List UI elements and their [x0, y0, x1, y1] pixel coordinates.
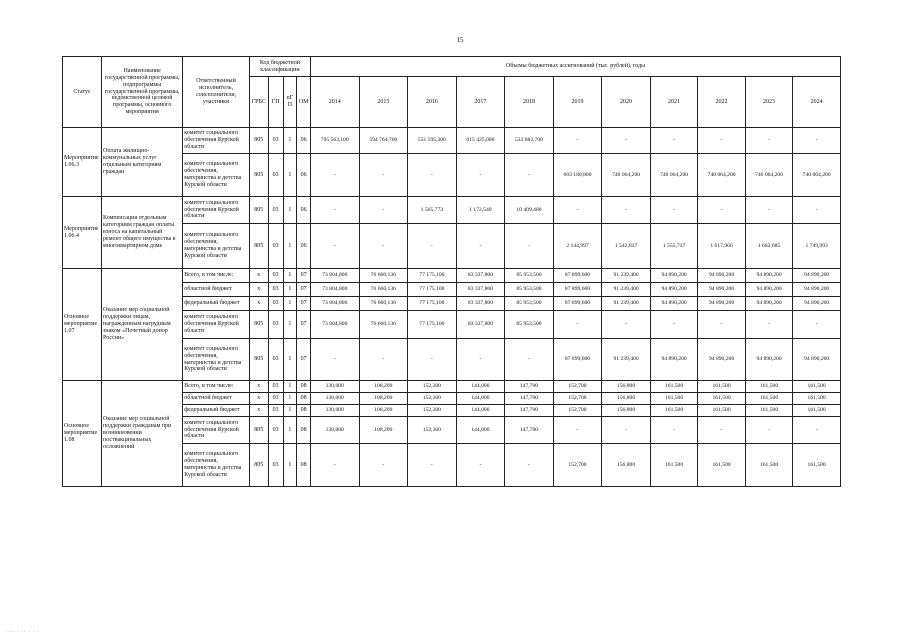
om-code-cell: 06: [297, 128, 311, 154]
budget-value-cell: 10 409,480: [505, 197, 554, 224]
responsible-cell: комитет социального обеспечения, материнства и детства Курской области: [183, 154, 249, 197]
budget-value-cell: -: [698, 311, 745, 339]
responsible-cell: комитет социального обеспечения Курской области: [183, 197, 249, 224]
budget-value-cell: 94 890,200: [698, 269, 745, 283]
budget-value-cell: 83 337,800: [456, 283, 505, 297]
pgp-code-cell: 1: [283, 197, 297, 224]
budget-value-cell: 161,500: [650, 405, 697, 417]
budget-value-cell: 108,200: [359, 393, 408, 405]
header-year: 2017: [456, 77, 505, 128]
header-gp: ГП: [268, 77, 283, 128]
pgp-code-cell: 1: [283, 311, 297, 339]
budget-value-cell: -: [793, 417, 841, 444]
budget-value-cell: 94 890,200: [745, 297, 792, 311]
om-code-cell: 08: [297, 444, 311, 487]
budget-value-cell: 161,500: [650, 393, 697, 405]
budget-value-cell: 152,300: [408, 405, 457, 417]
budget-value-cell: -: [745, 197, 792, 224]
budget-value-cell: 161,500: [793, 405, 841, 417]
budget-value-cell: -: [745, 128, 792, 154]
budget-value-cell: 156,800: [602, 444, 651, 487]
budget-value-cell: 91 239,400: [602, 339, 651, 381]
page-number: 15: [456, 36, 464, 44]
budget-value-cell: -: [505, 339, 554, 381]
budget-value-cell: 91 239,400: [602, 283, 651, 297]
header-year: 2020: [602, 77, 651, 128]
budget-value-cell: 130,000: [311, 405, 360, 417]
responsible-cell: Всего, в том числе:: [183, 381, 249, 393]
om-code-cell: 08: [297, 417, 311, 444]
budget-value-cell: -: [408, 444, 457, 487]
budget-value-cell: -: [793, 197, 841, 224]
budget-value-cell: -: [408, 154, 457, 197]
budget-value-cell: 94 890,200: [745, 339, 792, 381]
gp-code-cell: 03: [268, 154, 283, 197]
header-year: 2023: [745, 77, 792, 128]
pgp-code-cell: 1: [283, 444, 297, 487]
om-code-cell: 06: [297, 154, 311, 197]
budget-value-cell: -: [602, 128, 651, 154]
budget-value-cell: 85 953,500: [505, 311, 554, 339]
responsible-cell: комитет социального обеспечения, материнства и детства Курской области: [183, 444, 249, 487]
om-code-cell: 07: [297, 297, 311, 311]
status-cell: Мероприятие 1.06.4: [63, 197, 102, 269]
budget-value-cell: -: [698, 197, 745, 224]
om-code-cell: 06: [297, 224, 311, 269]
om-code-cell: 08: [297, 393, 311, 405]
header-year: 2016: [408, 77, 457, 128]
status-cell: Основное мероприятие 1.08: [63, 381, 102, 487]
responsible-cell: комитет социального обеспечения Курской области: [183, 417, 249, 444]
grbs-code-cell: 805: [249, 154, 268, 197]
pgp-code-cell: 1: [283, 393, 297, 405]
om-code-cell: 07: [297, 269, 311, 283]
om-code-cell: 08: [297, 405, 311, 417]
budget-value-cell: 144,000: [456, 393, 505, 405]
budget-value-cell: -: [311, 339, 360, 381]
budget-value-cell: 147,700: [505, 381, 554, 393]
budget-value-cell: 594 764,700: [359, 128, 408, 154]
grbs-code-cell: х: [249, 393, 268, 405]
pgp-code-cell: 1: [283, 381, 297, 393]
budget-value-cell: 94 890,200: [698, 283, 745, 297]
budget-allocation-table: [62, 56, 841, 487]
budget-value-cell: 795 563,100: [311, 128, 360, 154]
budget-value-cell: -: [456, 444, 505, 487]
gp-code-cell: 03: [268, 381, 283, 393]
responsible-cell: комитет социального обеспечения, материнства и детства Курской области: [183, 339, 249, 381]
header-year: 2019: [553, 77, 602, 128]
budget-value-cell: 147,700: [505, 417, 554, 444]
budget-value-cell: 2 144,997: [553, 224, 602, 269]
om-code-cell: 07: [297, 311, 311, 339]
budget-value-cell: -: [698, 417, 745, 444]
responsible-cell: областной бюджет: [183, 283, 249, 297]
budget-value-cell: -: [311, 444, 360, 487]
gp-code-cell: 03: [268, 393, 283, 405]
measure-name-cell: Оплата жилищно-коммунальных услуг отдельным категориям граждан: [102, 128, 183, 197]
table-row: [63, 197, 841, 224]
budget-value-cell: 108,200: [359, 381, 408, 393]
budget-value-cell: -: [650, 417, 697, 444]
pgp-code-cell: 1: [283, 405, 297, 417]
grbs-code-cell: 805: [249, 444, 268, 487]
om-code-cell: 07: [297, 339, 311, 381]
budget-value-cell: 161,500: [650, 381, 697, 393]
budget-value-cell: 87 899,600: [553, 339, 602, 381]
responsible-cell: Всего, в том числе:: [183, 269, 249, 283]
budget-value-cell: 161,500: [745, 405, 792, 417]
budget-value-cell: 73 804,800: [311, 311, 360, 339]
budget-value-cell: 77 175,100: [408, 269, 457, 283]
budget-value-cell: 1 565,773: [408, 197, 457, 224]
gp-code-cell: 03: [268, 197, 283, 224]
om-code-cell: 06: [297, 197, 311, 224]
budget-value-cell: 152,300: [408, 417, 457, 444]
table-row: [63, 269, 841, 283]
budget-value-cell: -: [553, 197, 602, 224]
budget-value-cell: 156,800: [602, 405, 651, 417]
pgp-code-cell: 1: [283, 269, 297, 283]
budget-value-cell: 91 239,400: [602, 269, 651, 283]
responsible-cell: комитет социального обеспечения Курской области: [183, 311, 249, 339]
budget-value-cell: 1 617,966: [698, 224, 745, 269]
budget-value-cell: 1 749,993: [793, 224, 841, 269]
budget-value-cell: -: [505, 444, 554, 487]
budget-value-cell: 144,000: [456, 417, 505, 444]
budget-value-cell: 130,000: [311, 393, 360, 405]
budget-value-cell: 161,500: [698, 444, 745, 487]
responsible-cell: комитет социального обеспечения Курской области: [183, 128, 249, 154]
gp-code-cell: 03: [268, 339, 283, 381]
budget-value-cell: 94 890,200: [650, 297, 697, 311]
measure-name-cell: Оказание мер социальной поддержки гражданам при возникновении поствакцинальных осложнений: [102, 381, 183, 487]
grbs-code-cell: 805: [249, 311, 268, 339]
budget-value-cell: -: [359, 444, 408, 487]
budget-value-cell: -: [650, 197, 697, 224]
budget-value-cell: 73 804,800: [311, 283, 360, 297]
budget-value-cell: -: [745, 417, 792, 444]
header-name: Наименование государственной программы, подпрограммы государственной программы, ведомственной целевой программы, основного мероприятия: [102, 57, 183, 128]
budget-value-cell: -: [359, 339, 408, 381]
budget-value-cell: 152,700: [553, 405, 602, 417]
budget-value-cell: 130,000: [311, 417, 360, 444]
budget-value-cell: -: [793, 128, 841, 154]
measure-name-cell: Компенсация отдельным категориям граждан оплаты взноса на капитальный ремонт общего имущества в многоквартирном доме: [102, 197, 183, 269]
grbs-code-cell: 805: [249, 339, 268, 381]
grbs-code-cell: х: [249, 269, 268, 283]
budget-value-cell: 144,000: [456, 405, 505, 417]
pgp-code-cell: 1: [283, 297, 297, 311]
responsible-cell: комитет социального обеспечения, материнства и детства Курской области: [183, 224, 249, 269]
status-cell: Мероприятие 1.06.3: [63, 128, 102, 197]
budget-value-cell: 152,700: [553, 381, 602, 393]
budget-value-cell: 1 555,737: [650, 224, 697, 269]
budget-value-cell: 740 064,200: [793, 154, 841, 197]
budget-value-cell: 108,200: [359, 417, 408, 444]
budget-value-cell: -: [553, 128, 602, 154]
budget-value-cell: 83 337,800: [456, 311, 505, 339]
header-responsible: Ответственный исполнитель, соисполнители, участники: [183, 57, 249, 128]
budget-value-cell: 1 542,837: [602, 224, 651, 269]
budget-value-cell: -: [698, 128, 745, 154]
budget-value-cell: -: [311, 197, 360, 224]
budget-value-cell: -: [408, 339, 457, 381]
budget-value-cell: -: [456, 224, 505, 269]
budget-value-cell: 147,700: [505, 405, 554, 417]
budget-value-cell: -: [602, 417, 651, 444]
budget-value-cell: 156,800: [602, 381, 651, 393]
om-code-cell: 08: [297, 381, 311, 393]
budget-value-cell: 76 660,136: [359, 269, 408, 283]
status-cell: Основное мероприятие 1.07: [63, 269, 102, 381]
gp-code-cell: 03: [268, 297, 283, 311]
measure-name-cell: Оказание мер социальной поддержки лицам, награжденным нагрудным знаком «Почетный донор России»: [102, 269, 183, 381]
budget-value-cell: 94 890,200: [650, 269, 697, 283]
budget-value-cell: -: [408, 224, 457, 269]
budget-value-cell: 83 337,800: [456, 269, 505, 283]
budget-value-cell: -: [456, 154, 505, 197]
budget-value-cell: 152,700: [553, 393, 602, 405]
gp-code-cell: 03: [268, 405, 283, 417]
grbs-code-cell: 805: [249, 224, 268, 269]
responsible-cell: областной бюджет: [183, 393, 249, 405]
header-pgp: пГП: [283, 77, 297, 128]
budget-value-cell: 161,500: [650, 444, 697, 487]
budget-value-cell: 73 804,800: [311, 269, 360, 283]
gp-code-cell: 03: [268, 224, 283, 269]
header-year: 2024: [793, 77, 841, 128]
grbs-code-cell: х: [249, 381, 268, 393]
budget-value-cell: 85 953,500: [505, 269, 554, 283]
budget-value-cell: -: [553, 311, 602, 339]
budget-value-cell: 152,300: [408, 393, 457, 405]
budget-value-cell: -: [650, 311, 697, 339]
budget-value-cell: -: [311, 224, 360, 269]
budget-value-cell: -: [456, 339, 505, 381]
budget-value-cell: 161,500: [745, 444, 792, 487]
budget-value-cell: 740 064,200: [650, 154, 697, 197]
budget-value-cell: 94 890,200: [745, 283, 792, 297]
budget-value-cell: 147,700: [505, 393, 554, 405]
budget-value-cell: 161,500: [698, 381, 745, 393]
gp-code-cell: 03: [268, 128, 283, 154]
budget-value-cell: 94 890,200: [793, 339, 841, 381]
budget-value-cell: -: [650, 128, 697, 154]
budget-value-cell: 161,500: [698, 393, 745, 405]
budget-value-cell: 85 953,500: [505, 297, 554, 311]
budget-value-cell: 152,700: [553, 444, 602, 487]
grbs-code-cell: 805: [249, 417, 268, 444]
budget-value-cell: 94 890,200: [793, 297, 841, 311]
budget-value-cell: -: [311, 154, 360, 197]
budget-value-cell: 73 804,800: [311, 297, 360, 311]
budget-value-cell: 76 660,136: [359, 283, 408, 297]
budget-value-cell: 740 064,200: [745, 154, 792, 197]
gp-code-cell: 03: [268, 444, 283, 487]
budget-value-cell: 94 890,200: [650, 339, 697, 381]
budget-value-cell: 94 890,200: [793, 283, 841, 297]
budget-value-cell: 740 064,200: [698, 154, 745, 197]
header-volumes: Объемы бюджетных ассигнований (тыс. рублей), годы: [311, 57, 841, 77]
gp-code-cell: 03: [268, 283, 283, 297]
header-om: ОМ: [297, 77, 311, 128]
budget-value-cell: -: [505, 224, 554, 269]
budget-value-cell: 94 890,200: [793, 269, 841, 283]
budget-value-cell: 615 425,000: [456, 128, 505, 154]
budget-value-cell: 77 175,100: [408, 311, 457, 339]
gp-code-cell: 03: [268, 269, 283, 283]
budget-value-cell: 85 953,500: [505, 283, 554, 297]
pgp-code-cell: 1: [283, 224, 297, 269]
budget-value-cell: 1 682,685: [745, 224, 792, 269]
budget-value-cell: 161,500: [793, 444, 841, 487]
header-year: 2022: [698, 77, 745, 128]
budget-value-cell: -: [793, 311, 841, 339]
budget-value-cell: 144,000: [456, 381, 505, 393]
budget-value-cell: -: [359, 197, 408, 224]
budget-value-cell: 87 899,600: [553, 297, 602, 311]
budget-value-cell: 94 890,200: [745, 269, 792, 283]
budget-value-cell: 533 882,700: [505, 128, 554, 154]
budget-value-cell: -: [745, 311, 792, 339]
table-row: [63, 381, 841, 393]
budget-value-cell: 130,000: [311, 381, 360, 393]
pgp-code-cell: 1: [283, 128, 297, 154]
budget-value-cell: 152,300: [408, 381, 457, 393]
grbs-code-cell: 805: [249, 128, 268, 154]
header-status: Статус: [63, 57, 102, 128]
header-year: 2018: [505, 77, 554, 128]
budget-value-cell: -: [505, 154, 554, 197]
budget-value-cell: 161,500: [745, 393, 792, 405]
grbs-code-cell: х: [249, 405, 268, 417]
pgp-code-cell: 1: [283, 339, 297, 381]
header-year: 2021: [650, 77, 697, 128]
responsible-cell: федеральный бюджет: [183, 405, 249, 417]
budget-value-cell: 161,500: [745, 381, 792, 393]
budget-value-cell: 87 899,600: [553, 269, 602, 283]
header-year: 2014: [311, 77, 360, 128]
scan-artifact: .... . .. . . .: [6, 629, 40, 634]
budget-value-cell: 161,500: [698, 405, 745, 417]
budget-value-cell: 76 660,136: [359, 297, 408, 311]
gp-code-cell: 03: [268, 417, 283, 444]
budget-value-cell: 76 660,136: [359, 311, 408, 339]
pgp-code-cell: 1: [283, 283, 297, 297]
header-year: 2015: [359, 77, 408, 128]
header-grbs: ГРБС: [249, 77, 268, 128]
budget-value-cell: -: [359, 154, 408, 197]
budget-value-cell: -: [359, 224, 408, 269]
grbs-code-cell: 805: [249, 197, 268, 224]
om-code-cell: 07: [297, 283, 311, 297]
pgp-code-cell: 1: [283, 417, 297, 444]
table-row: [63, 128, 841, 154]
budget-value-cell: -: [602, 197, 651, 224]
budget-value-cell: 94 890,200: [650, 283, 697, 297]
gp-code-cell: 03: [268, 311, 283, 339]
budget-value-cell: -: [553, 417, 602, 444]
budget-value-cell: 94 890,200: [698, 339, 745, 381]
grbs-code-cell: х: [249, 297, 268, 311]
budget-value-cell: 1 172,540: [456, 197, 505, 224]
grbs-code-cell: х: [249, 283, 268, 297]
budget-value-cell: 91 239,400: [602, 297, 651, 311]
pgp-code-cell: 1: [283, 154, 297, 197]
budget-value-cell: 156,800: [602, 393, 651, 405]
budget-value-cell: 83 337,800: [456, 297, 505, 311]
budget-value-cell: 77 175,100: [408, 283, 457, 297]
budget-value-cell: 108,200: [359, 405, 408, 417]
budget-value-cell: 94 890,200: [698, 297, 745, 311]
budget-value-cell: 87 899,600: [553, 283, 602, 297]
header-code-group: Код бюджетной классификации: [249, 57, 310, 77]
budget-value-cell: 77 175,100: [408, 297, 457, 311]
budget-value-cell: 551 595,300: [408, 128, 457, 154]
budget-value-cell: -: [602, 311, 651, 339]
budget-value-cell: 161,500: [793, 393, 841, 405]
budget-value-cell: 740 064,200: [602, 154, 651, 197]
budget-value-cell: 603 180,800: [553, 154, 602, 197]
responsible-cell: федеральный бюджет: [183, 297, 249, 311]
budget-value-cell: 161,500: [793, 381, 841, 393]
